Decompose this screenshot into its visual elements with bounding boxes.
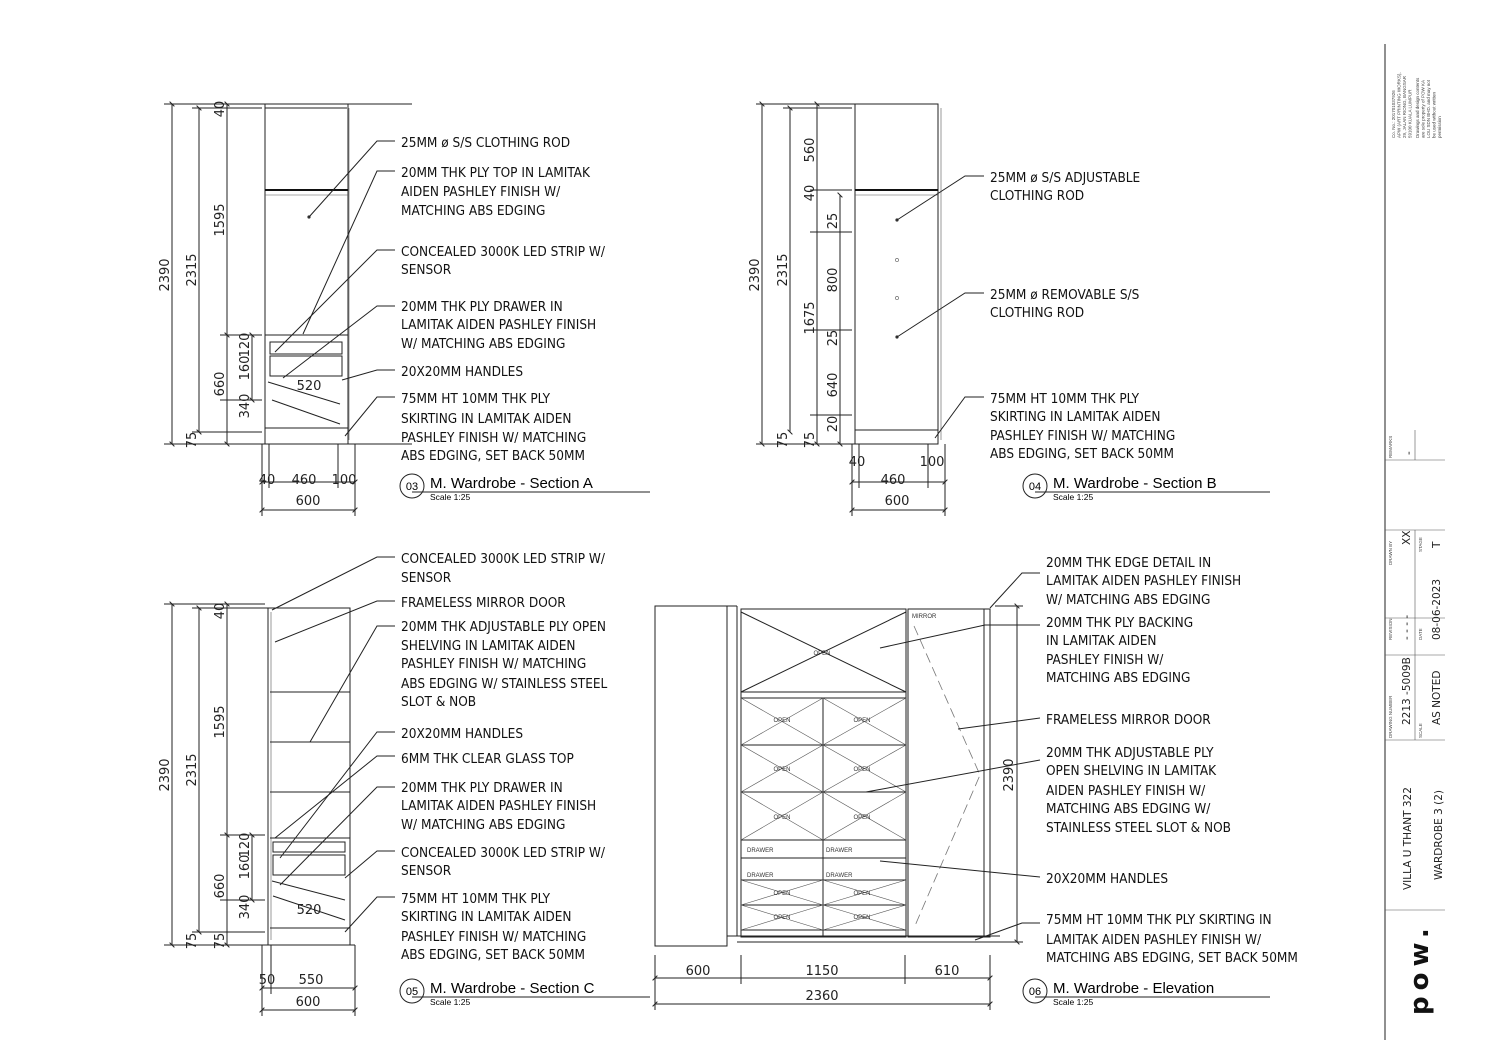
open-label: OPEN (773, 767, 791, 773)
note-open-shelving: 20MM THK ADJUSTABLE PLY OPEN SHELVING IN LAMITAK AIDEN PASHLEY FINISH W/ MATCHING ABS EDGING W/ STAINLESS STEEL SLOT & NOB (401, 619, 608, 710)
company-logo: pow. (1405, 922, 1435, 1015)
remarks-value: - (1403, 451, 1415, 455)
dim-2390: 2390 (1002, 758, 1017, 792)
note-ply-top: 20MM THK PLY TOP IN LAMITAK AIDEN PASHLEY FINISH W/ MATCHING ABS EDGING (401, 165, 590, 219)
open-label: OPEN (853, 767, 871, 773)
note-edge-detail: 20MM THK EDGE DETAIL IN LAMITAK AIDEN PASHLEY FINISH W/ MATCHING ABS EDGING (1046, 555, 1242, 608)
elevation (655, 555, 1298, 1010)
dim-610: 610 (934, 964, 960, 979)
mirror-label: MIRROR (912, 614, 937, 620)
dim-460: 460 (880, 473, 906, 488)
open-label: OPEN (773, 815, 791, 821)
dim-40: 40 (258, 473, 276, 488)
company-note-text: Co. No.: 201701037926 APW (ART PRINTING WORKS), 29, JALAN RIONG, BANGSAR 59100 KUALA LUMPUR Drawings and design contents are sole property of POW KA LOU SDN BHD. and may not be used without written permission (1391, 72, 1442, 138)
section-title: M. Wardrobe - Section B (1053, 475, 1217, 492)
open-label: OPEN (813, 651, 831, 657)
drawn-by-label: DRAWN BY (1388, 540, 1393, 565)
note-skirting: 75MM HT 10MM THK PLY SKIRTING IN LAMITAK AIDEN PASHLEY FINISH W/ MATCHING ABS EDGING, SET BACK 50MM (990, 391, 1176, 462)
note-skirting: 75MM HT 10MM THK PLY SKIRTING IN LAMITAK AIDEN PASHLEY FINISH W/ MATCHING ABS EDGING, SET BACK 50MM (401, 891, 587, 963)
dim-1595: 1595 (213, 203, 228, 237)
title-number: 04 (1028, 481, 1042, 493)
dim-800: 800 (826, 267, 841, 293)
drawer-label: DRAWER (826, 848, 853, 854)
section-a-dimensions (158, 101, 356, 509)
dim-1675: 1675 (803, 301, 818, 335)
note-handles: 20X20MM HANDLES (401, 726, 524, 742)
dim-600: 600 (685, 964, 711, 979)
dim-550: 550 (298, 973, 324, 988)
section-a (158, 101, 650, 516)
dim-50: 50 (258, 973, 276, 988)
dim-75: 75 (803, 431, 818, 449)
open-label: OPEN (773, 891, 791, 897)
section-c-title (400, 979, 650, 1007)
elevation-notes (1046, 555, 1298, 966)
open-label: OPEN (773, 718, 791, 724)
dim-600: 600 (295, 494, 321, 509)
note-led-strip-bottom: CONCEALED 3000K LED STRIP W/ SENSOR (401, 845, 606, 879)
dim-75: 75 (776, 431, 791, 449)
dim-2315: 2315 (776, 253, 791, 287)
stage-label: STAGE (1418, 537, 1423, 552)
scale-value: AS NOTED (1431, 670, 1443, 725)
dim-460: 460 (291, 473, 317, 488)
dim-1150: 1150 (805, 964, 839, 979)
section-title: M. Wardrobe - Section C (430, 980, 595, 997)
note-mirror-door: FRAMELESS MIRROR DOOR (1046, 712, 1211, 728)
dim-100: 100 (919, 455, 945, 470)
note-clothing-rod: 25MM ø S/S CLOTHING ROD (401, 135, 571, 151)
note-mirror-door: FRAMELESS MIRROR DOOR (401, 595, 566, 611)
drawer-label: DRAWER (747, 873, 774, 879)
dim-2315: 2315 (185, 753, 200, 787)
dim-40: 40 (803, 184, 818, 202)
drawn-by-value: XX (1401, 530, 1413, 545)
dim-100: 100 (331, 473, 357, 488)
dim-25: 25 (826, 212, 841, 230)
dim-40: 40 (848, 455, 866, 470)
note-ply-drawer: 20MM THK PLY DRAWER IN LAMITAK AIDEN PASHLEY FINISH W/ MATCHING ABS EDGING (401, 780, 597, 833)
note-skirting: 75MM HT 10MM THK PLY SKIRTING IN LAMITAK AIDEN PASHLEY FINISH W/ MATCHING ABS EDGING, SET BACK 50MM (401, 391, 587, 464)
dim-340: 340 (238, 393, 253, 419)
dim-2360: 2360 (805, 989, 839, 1004)
title-number: 05 (405, 986, 419, 998)
dim-2390: 2390 (158, 258, 173, 292)
dim-600: 600 (884, 494, 910, 509)
section-b-title (1023, 474, 1270, 502)
note-ply-drawer: 20MM THK PLY DRAWER IN LAMITAK AIDEN PASHLEY FINISH W/ MATCHING ABS EDGING (401, 299, 597, 352)
section-c-notes (401, 551, 611, 963)
section-c-dimensions (158, 603, 323, 1010)
note-glass-top: 6MM THK CLEAR GLASS TOP (401, 751, 574, 767)
dim-75: 75 (185, 431, 200, 449)
open-label: OPEN (853, 815, 871, 821)
note-adjustable-rod: 25MM ø S/S ADJUSTABLE CLOTHING ROD (990, 170, 1141, 204)
title-block (1385, 44, 1445, 1040)
section-scale: Scale 1:25 (430, 492, 471, 502)
dim-600: 600 (295, 995, 321, 1010)
note-skirting: 75MM HT 10MM THK PLY SKIRTING IN LAMITAK AIDEN PASHLEY FINISH W/ MATCHING ABS EDGING, SET BACK 50MM (1046, 912, 1298, 966)
revision-value: - - - - (1401, 614, 1413, 640)
dim-25: 25 (826, 329, 841, 347)
dim-520: 520 (296, 903, 322, 918)
note-open-shelving: 20MM THK ADJUSTABLE PLY OPEN SHELVING IN LAMITAK AIDEN PASHLEY FINISH W/ MATCHING ABS EDGING W/ STAINLESS STEEL SLOT & NOB (1046, 745, 1231, 836)
section-a-title (400, 474, 650, 502)
note-removable-rod: 25MM ø REMOVABLE S/S CLOTHING ROD (990, 287, 1140, 321)
company-note (1391, 71, 1442, 138)
dim-40: 40 (213, 100, 228, 118)
dim-1595: 1595 (213, 705, 228, 739)
dim-2390: 2390 (158, 758, 173, 792)
elevation-dimensions (686, 758, 1017, 1004)
open-label: OPEN (853, 718, 871, 724)
dim-40: 40 (213, 602, 228, 620)
section-c (158, 551, 650, 1016)
drawer-label: DRAWER (747, 848, 774, 854)
section-b (748, 104, 1270, 516)
section-title: M. Wardrobe - Section A (430, 475, 593, 492)
sheet-title: WARDROBE 3 (2) (1433, 790, 1445, 880)
dim-160: 160 (238, 854, 253, 880)
section-title: M. Wardrobe - Elevation (1053, 980, 1215, 997)
dim-20: 20 (826, 415, 841, 433)
section-a-notes (401, 135, 609, 464)
dim-120: 120 (238, 832, 253, 858)
dim-660: 660 (213, 371, 228, 397)
dim-560: 560 (803, 137, 818, 163)
note-handles: 20X20MM HANDLES (401, 364, 524, 380)
note-handles: 20X20MM HANDLES (1046, 871, 1169, 887)
section-scale: Scale 1:25 (1053, 997, 1094, 1007)
drawer-label: DRAWER (826, 873, 853, 879)
dim-340: 340 (238, 894, 253, 920)
note-led-strip-top: CONCEALED 3000K LED STRIP W/ SENSOR (401, 551, 606, 586)
revision-label: REVISION (1388, 618, 1393, 640)
section-b-dimensions (748, 138, 944, 509)
open-label: OPEN (853, 915, 871, 921)
dim-160: 160 (238, 355, 253, 381)
open-label: OPEN (773, 915, 791, 921)
dim-520: 520 (296, 379, 322, 394)
open-label: OPEN (853, 891, 871, 897)
section-scale: Scale 1:25 (430, 997, 471, 1007)
project-name: VILLA U THANT 322 (1402, 787, 1414, 890)
remarks-label: REMARKS (1388, 435, 1393, 458)
stage-value: T (1431, 541, 1443, 548)
note-ply-backing: 20MM THK PLY BACKING IN LAMITAK AIDEN PASHLEY FINISH W/ MATCHING ABS EDGING (1046, 615, 1194, 686)
dim-660: 660 (213, 873, 228, 899)
section-scale: Scale 1:25 (1053, 492, 1094, 502)
note-led-strip: CONCEALED 3000K LED STRIP W/ SENSOR (401, 244, 606, 278)
dim-75: 75 (213, 932, 228, 950)
dim-2390: 2390 (748, 258, 763, 292)
date-label: DATE (1418, 628, 1423, 640)
date-value: 08-06-2023 (1431, 578, 1443, 640)
section-b-notes (990, 170, 1179, 462)
dim-75: 75 (185, 932, 200, 950)
title-number: 03 (405, 481, 419, 493)
dim-640: 640 (826, 372, 841, 398)
drawing-number-value: 2213 -5009B (1401, 657, 1413, 725)
dim-2315: 2315 (185, 253, 200, 287)
title-number: 06 (1028, 986, 1042, 998)
elevation-title (1023, 979, 1270, 1007)
dim-120: 120 (238, 332, 253, 358)
drawing-number-label: DRAWING NUMBER (1388, 695, 1393, 738)
scale-label: SCALE (1418, 723, 1423, 738)
